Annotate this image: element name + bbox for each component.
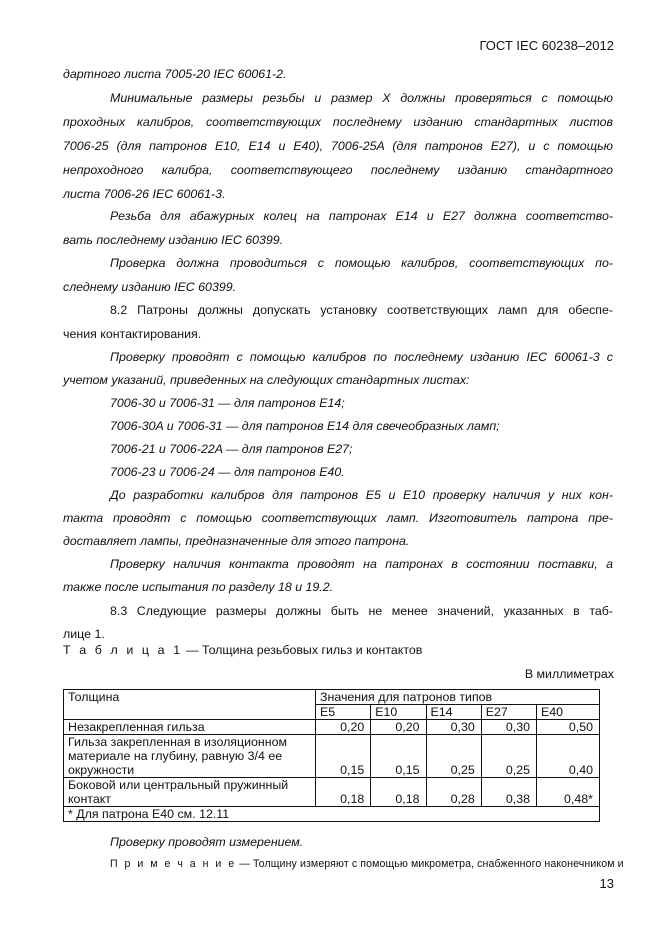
table-cell: 0,20 [371, 720, 426, 735]
table-units: В миллиметрах [524, 667, 614, 681]
text-line: такта проводят с помощью соответствующих ламп. Изготовитель патрона пре- [63, 511, 613, 525]
page-number: 13 [599, 876, 614, 891]
table-title-text: — Толщина резьбовых гильз и контактов [182, 643, 423, 657]
table-title-label: Т а б л и ц а 1 [63, 643, 183, 657]
text-line: 7006-25 (для патронов E10, E14 и E40), 7006-25A (для патронов E27), и с помощью [63, 139, 613, 153]
table-cell: 0,30 [481, 720, 536, 735]
note-label: П р и м е ч а н и е [110, 858, 237, 870]
text-line: также после испытания по разделу 18 и 19.2. [63, 580, 334, 594]
thickness-table [63, 689, 600, 822]
text-line: Проверку проводят с помощью калибров по последнему изданию IEC 60061-3 с [110, 350, 613, 364]
row-label-line: окружности [68, 763, 135, 777]
text-line: Проверку наличия контакта проводят на патронах в состоянии поставки, а [110, 557, 613, 571]
table-cell: 0,40 [537, 735, 600, 778]
table-cell: 0,50 [537, 720, 600, 735]
table-cell: 0,48* [537, 778, 600, 807]
table-cell: 0,38 [481, 778, 536, 807]
text-line: учетом указаний, приведенных на следующих стандартных листах: [63, 373, 470, 387]
table-cell: 0,18 [371, 778, 426, 807]
after-table-text: Проверку проводят измерением. [110, 835, 304, 849]
list-item: 7006-23 и 7006-24 — для патронов E40. [110, 465, 345, 479]
text-line: доставляет лампы, предназначенные для этого патрона. [63, 534, 410, 548]
text-line: Проверка должна проводиться с помощью калибров, соответствующих по- [110, 256, 613, 270]
section-8-2: 8.2 Патроны должны допускать установку соответствующих ламп для обеспе- [110, 303, 613, 317]
column-group-header: Значения для патронов типов [316, 690, 600, 705]
table-footnote: * Для патрона E40 см. 12.11 [64, 807, 600, 822]
note [110, 858, 624, 870]
row-label-line: контакт [68, 792, 111, 806]
row-label-line: Гильза закрепленная в изоляционном [68, 735, 288, 749]
table-cell: 0,25 [481, 735, 536, 778]
column-header-thickness: Толщина [64, 690, 316, 720]
text-line: дартного листа 7005-20 IEC 60061-2. [63, 67, 287, 81]
table-cell: 0,18 [316, 778, 371, 807]
type-header: E40 [537, 705, 600, 720]
text-line: вать последнему изданию IEC 60399. [63, 233, 284, 247]
text-line: Минимальные размеры резьбы и размер X должны проверяться с помощью [110, 91, 613, 105]
list-item: 7006-30 и 7006-31 — для патронов E14; [110, 396, 345, 410]
text-line: следнему изданию IEC 60399. [63, 280, 237, 294]
table-header-row [64, 690, 600, 705]
table-cell: 0,25 [426, 735, 481, 778]
list-item: 7006-21 и 7006-22A — для патронов E27; [110, 442, 353, 456]
table-cell: 0,20 [316, 720, 371, 735]
table-row [64, 735, 600, 778]
type-header: E14 [426, 705, 481, 720]
document-header: ГОСТ IEC 60238–2012 [479, 38, 614, 53]
section-8-3: 8.3 Следующие размеры должны быть не менее значений, указанных в таб- [110, 604, 613, 618]
row-label [64, 735, 316, 778]
row-label [64, 778, 316, 807]
table-cell: 0,15 [316, 735, 371, 778]
table-cell: 0,15 [371, 735, 426, 778]
type-header: E27 [481, 705, 536, 720]
table-row [64, 778, 600, 807]
table-cell: 0,28 [426, 778, 481, 807]
text-line: чения контактирования. [63, 327, 202, 341]
list-item: 7006-30A и 7006-31 — для патронов E14 для свечеобразных ламп; [110, 419, 500, 433]
table-cell: 0,30 [426, 720, 481, 735]
table-title [63, 643, 422, 657]
text-line: проходных калибров, соответствующих последнему изданию стандартных листов [63, 115, 613, 129]
type-header: E10 [371, 705, 426, 720]
table-footnote-row [64, 807, 600, 822]
text-line: Резьба для абажурных колец на патронах E14 и E27 должна соответство- [110, 209, 613, 223]
type-header: E5 [316, 705, 371, 720]
text-line: лице 1. [63, 627, 105, 641]
note-text: — Толщину измеряют с помощью микрометра, снабженного наконечником и [236, 858, 624, 870]
table-row [64, 720, 600, 735]
text-line: листа 7006-26 IEC 60061-3. [63, 187, 226, 201]
text-line: До разработки калибров для патронов E5 и E10 проверку наличия у них кон- [110, 488, 613, 502]
text-line: непроходного калибра, соответствующего последнему изданию стандартного [63, 163, 613, 177]
row-label-line: Боковой или центральный пружинный [68, 778, 289, 792]
row-label-line: материале на глубину, равную 3/4 ее [68, 749, 283, 763]
row-label: Незакрепленная гильза [64, 720, 316, 735]
